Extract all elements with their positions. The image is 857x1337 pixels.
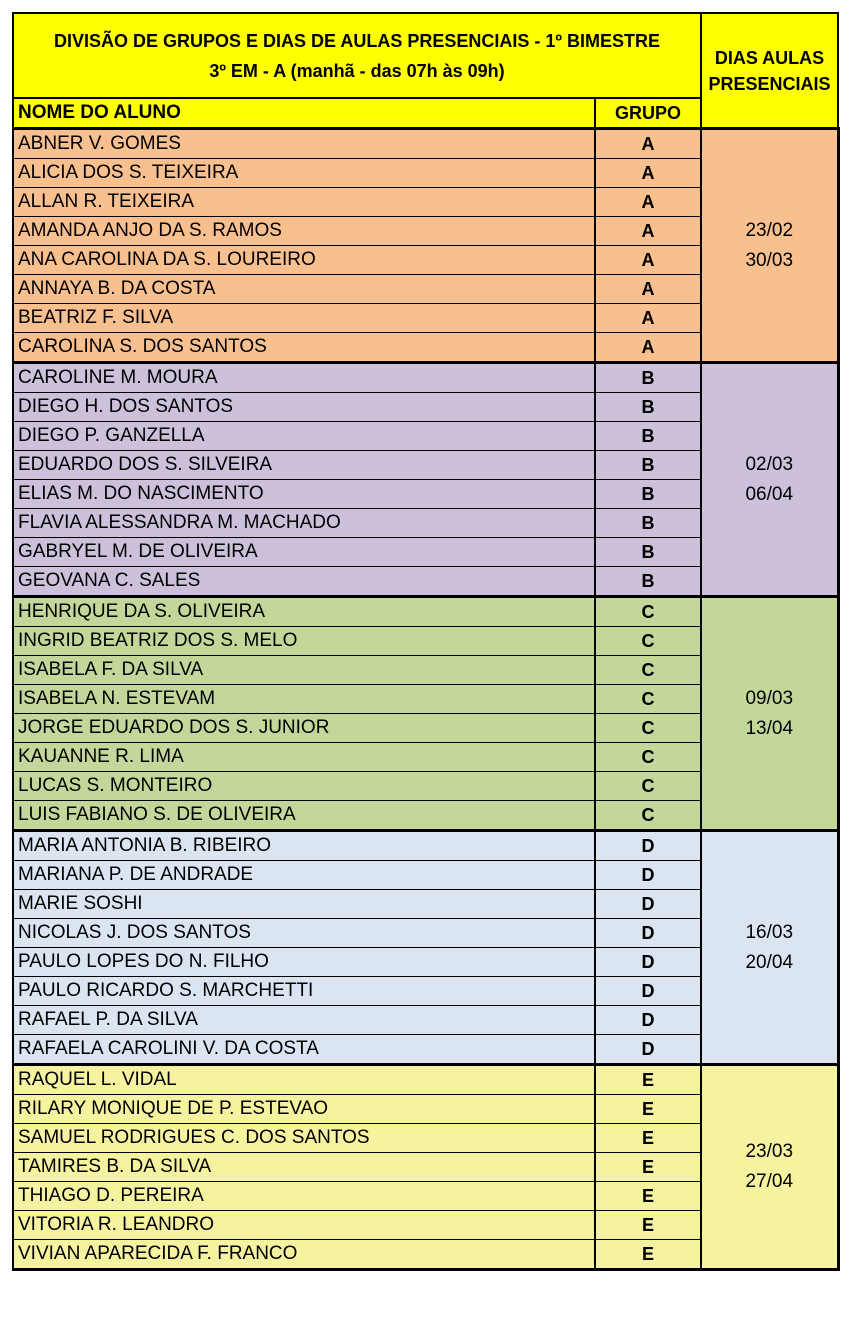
student-name: CAROLINE M. MOURA [13, 363, 595, 393]
student-name: JORGE EDUARDO DOS S. JUNIOR [13, 714, 595, 743]
student-name: ALICIA DOS S. TEIXEIRA [13, 159, 595, 188]
student-name: AMANDA ANJO DA S. RAMOS [13, 217, 595, 246]
dias-aulas-header [701, 13, 838, 129]
student-group: A [595, 275, 701, 304]
group-e-dates [701, 1065, 838, 1270]
student-name: INGRID BEATRIZ DOS S. MELO [13, 627, 595, 656]
student-name: MARIE SOSHI [13, 890, 595, 919]
student-name: GABRYEL M. DE OLIVEIRA [13, 538, 595, 567]
student-name: EDUARDO DOS S. SILVEIRA [13, 451, 595, 480]
student-group: E [595, 1065, 701, 1095]
student-group: C [595, 714, 701, 743]
student-group: B [595, 509, 701, 538]
student-name: NICOLAS J. DOS SANTOS [13, 919, 595, 948]
student-group: A [595, 159, 701, 188]
student-group: D [595, 831, 701, 861]
date-2: 30/03 [745, 249, 794, 271]
student-group: B [595, 538, 701, 567]
student-name: ANA CAROLINA DA S. LOUREIRO [13, 246, 595, 275]
student-group: C [595, 772, 701, 801]
date-2: 13/04 [745, 717, 794, 739]
student-name: ELIAS M. DO NASCIMENTO [13, 480, 595, 509]
table-row [13, 597, 838, 627]
student-group: B [595, 567, 701, 597]
student-group: A [595, 304, 701, 333]
date-1: 09/03 [745, 687, 794, 709]
title-line-1: DIVISÃO DE GRUPOS E DIAS DE AULAS PRESENCIAIS - 1º BIMESTRE [54, 30, 660, 51]
student-group: E [595, 1124, 701, 1153]
student-name: CAROLINA S. DOS SANTOS [13, 333, 595, 363]
table-row [13, 129, 838, 159]
table-row [13, 831, 838, 861]
student-group: D [595, 1035, 701, 1065]
student-name: BEATRIZ F. SILVA [13, 304, 595, 333]
student-name: MARIANA P. DE ANDRADE [13, 861, 595, 890]
student-name: FLAVIA ALESSANDRA M. MACHADO [13, 509, 595, 538]
student-group: E [595, 1153, 701, 1182]
date-2: 20/04 [745, 951, 794, 973]
student-group: B [595, 422, 701, 451]
student-group: C [595, 627, 701, 656]
student-name: VITORIA R. LEANDRO [13, 1211, 595, 1240]
student-group: B [595, 393, 701, 422]
column-header-name: NOME DO ALUNO [13, 98, 595, 129]
student-name: ALLAN R. TEIXEIRA [13, 188, 595, 217]
student-name: DIEGO H. DOS SANTOS [13, 393, 595, 422]
student-name: GEOVANA C. SALES [13, 567, 595, 597]
column-header-group: GRUPO [595, 98, 701, 129]
date-1: 02/03 [745, 453, 794, 475]
student-group: B [595, 363, 701, 393]
dias-header-line-1: DIAS AULAS [714, 47, 825, 68]
student-name: RAFAELA CAROLINI V. DA COSTA [13, 1035, 595, 1065]
student-group: A [595, 246, 701, 275]
student-group: A [595, 333, 701, 363]
student-group: A [595, 217, 701, 246]
student-group: D [595, 890, 701, 919]
student-name: SAMUEL RODRIGUES C. DOS SANTOS [13, 1124, 595, 1153]
dias-header-line-2: PRESENCIAIS [708, 73, 831, 94]
student-name: THIAGO D. PEREIRA [13, 1182, 595, 1211]
title-row [13, 13, 838, 98]
student-group: D [595, 1006, 701, 1035]
date-2: 06/04 [745, 483, 794, 505]
title-line-2: 3º EM - A (manhã - das 07h às 09h) [209, 60, 505, 81]
student-group: D [595, 948, 701, 977]
student-name: KAUANNE R. LIMA [13, 743, 595, 772]
student-group: D [595, 861, 701, 890]
group-a-dates [701, 129, 838, 363]
student-name: RILARY MONIQUE DE P. ESTEVAO [13, 1095, 595, 1124]
student-name: ANNAYA B. DA COSTA [13, 275, 595, 304]
group-b-dates [701, 363, 838, 597]
student-name: PAULO LOPES DO N. FILHO [13, 948, 595, 977]
date-1: 23/03 [745, 1141, 794, 1162]
student-name: ISABELA N. ESTEVAM [13, 685, 595, 714]
student-name: ISABELA F. DA SILVA [13, 656, 595, 685]
student-name: HENRIQUE DA S. OLIVEIRA [13, 597, 595, 627]
student-name: LUCAS S. MONTEIRO [13, 772, 595, 801]
group-c-dates [701, 597, 838, 831]
student-group: B [595, 451, 701, 480]
table-row [13, 1065, 838, 1095]
student-name: MARIA ANTONIA B. RIBEIRO [13, 831, 595, 861]
student-group: E [595, 1095, 701, 1124]
group-d-dates [701, 831, 838, 1065]
table-row [13, 363, 838, 393]
student-group: C [595, 656, 701, 685]
date-1: 16/03 [745, 921, 794, 943]
student-group: C [595, 801, 701, 831]
student-name: DIEGO P. GANZELLA [13, 422, 595, 451]
student-group: C [595, 685, 701, 714]
student-group: E [595, 1240, 701, 1270]
student-name: LUIS FABIANO S. DE OLIVEIRA [13, 801, 595, 831]
student-name: VIVIAN APARECIDA F. FRANCO [13, 1240, 595, 1270]
date-2: 27/04 [745, 1171, 794, 1192]
student-group: D [595, 977, 701, 1006]
student-group: E [595, 1182, 701, 1211]
student-name: RAFAEL P. DA SILVA [13, 1006, 595, 1035]
student-group: B [595, 480, 701, 509]
group-division-table [12, 12, 840, 1271]
student-group: D [595, 919, 701, 948]
student-name: ABNER V. GOMES [13, 129, 595, 159]
student-name: RAQUEL L. VIDAL [13, 1065, 595, 1095]
date-1: 23/02 [745, 219, 794, 241]
student-group: C [595, 597, 701, 627]
student-name: TAMIRES B. DA SILVA [13, 1153, 595, 1182]
student-group: A [595, 129, 701, 159]
student-name: PAULO RICARDO S. MARCHETTI [13, 977, 595, 1006]
student-group: E [595, 1211, 701, 1240]
schedule-sheet [12, 12, 840, 1271]
student-group: A [595, 188, 701, 217]
student-group: C [595, 743, 701, 772]
table-title [13, 13, 701, 98]
